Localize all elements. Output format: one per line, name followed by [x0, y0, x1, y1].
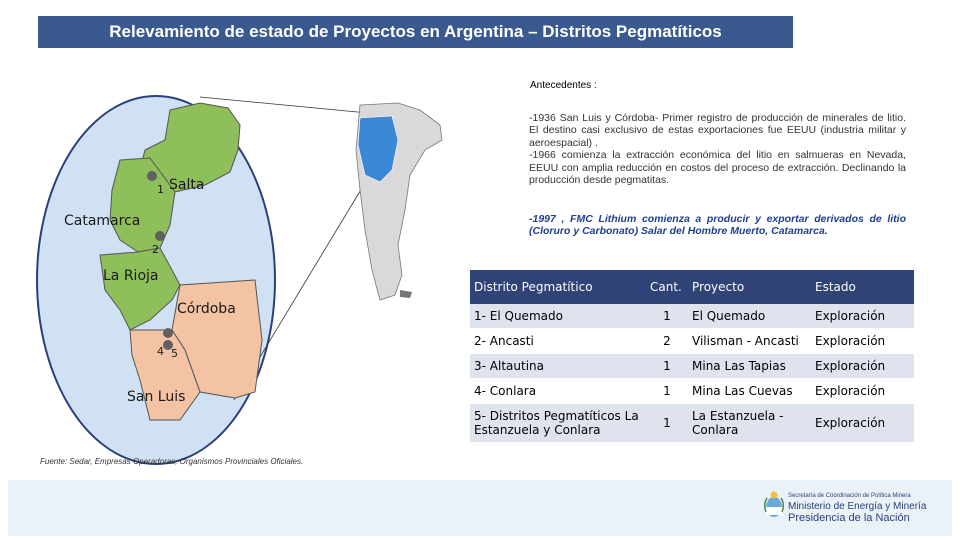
cell-proyecto: Mina Las Tapias: [688, 354, 811, 379]
number-5: 5: [171, 347, 178, 360]
number-4: 4: [157, 345, 164, 358]
cell-cant: 1: [646, 404, 688, 443]
cell-distrito: 3- Altautina: [470, 354, 646, 379]
marker-2: [155, 231, 165, 241]
antecedentes-highlight: -1997 , FMC Lithium comienza a producir y exportar derivados de litio (Cloruro y Carbonato) Salar del Hombre Muerto, Catamarca.: [529, 213, 906, 238]
page-title: Relevamiento de estado de Proyectos en Argentina – Distritos Pegmatíticos: [38, 16, 793, 48]
projects-table: [470, 270, 914, 443]
footer-secretaria: Secretaría de Coordinación de Política Minera: [788, 493, 911, 499]
marker-1: [147, 171, 157, 181]
label-la-rioja: La Rioja: [103, 268, 159, 284]
number-salta: 1: [157, 183, 164, 196]
table-row: [470, 329, 914, 354]
header-distrito: Distrito Pegmatítico: [470, 270, 646, 304]
source-note: Fuente: Sedar, Empresas Operadoras, Organismos Provinciales Oficiales.: [40, 457, 304, 466]
table-row: [470, 354, 914, 379]
marker-3: [163, 328, 173, 338]
cell-proyecto: La Estanzuela - Conlara: [688, 404, 811, 443]
footer-ministerio: Ministerio de Energía y Minería: [788, 501, 927, 512]
cell-cant: 1: [646, 379, 688, 404]
cell-distrito: 5- Distritos Pegmatíticos La Estanzuela y Conlara: [470, 404, 646, 443]
cell-estado: Exploración: [811, 379, 914, 404]
cell-estado: Exploración: [811, 329, 914, 354]
la-rioja-shape: [100, 248, 180, 330]
argentina-inset: [356, 103, 442, 300]
table-row: [470, 379, 914, 404]
label-cordoba: Córdoba: [177, 301, 236, 317]
cell-distrito: 2- Ancasti: [470, 329, 646, 354]
table-header: [470, 270, 914, 304]
label-salta: Salta: [169, 177, 205, 193]
label-catamarca: Catamarca: [64, 213, 141, 229]
antecedentes-p1: -1936 San Luis y Córdoba- Primer registro de producción de minerales de litio. El destino casi exclusivo de estas exportaciones fue EEUU (industria militar y aeroespacial) .: [529, 112, 906, 149]
cell-distrito: 1- El Quemado: [470, 304, 646, 329]
cell-estado: Exploración: [811, 404, 914, 443]
cell-cant: 1: [646, 304, 688, 329]
antecedentes-p2: -1966 comienza la extracción económica del litio en salmueras en Nevada, EEUU con amplia reducción en costos del proceso de extracción. Declinando la producción desde pegmatitas.: [529, 149, 906, 187]
antecedentes-text: [529, 112, 906, 186]
cell-cant: 2: [646, 329, 688, 354]
cell-estado: Exploración: [811, 354, 914, 379]
cell-cant: 1: [646, 354, 688, 379]
header-proyecto: Proyecto: [688, 270, 811, 304]
cell-proyecto: Mina Las Cuevas: [688, 379, 811, 404]
antecedentes-title: Antecedentes :: [530, 80, 597, 91]
argentina-emblem-icon: [763, 490, 785, 520]
footer-presidencia: Presidencia de la Nación: [788, 512, 910, 524]
label-san-luis: San Luis: [127, 389, 186, 405]
cell-proyecto: El Quemado: [688, 304, 811, 329]
number-catamarca: 2: [152, 243, 159, 256]
cell-proyecto: Vilisman - Ancasti: [688, 329, 811, 354]
cell-distrito: 4- Conlara: [470, 379, 646, 404]
table-row: [470, 404, 914, 443]
header-estado: Estado: [811, 270, 914, 304]
cell-estado: Exploración: [811, 304, 914, 329]
province-map: [0, 0, 480, 480]
header-cant: Cant.: [646, 270, 688, 304]
table-row: [470, 304, 914, 329]
